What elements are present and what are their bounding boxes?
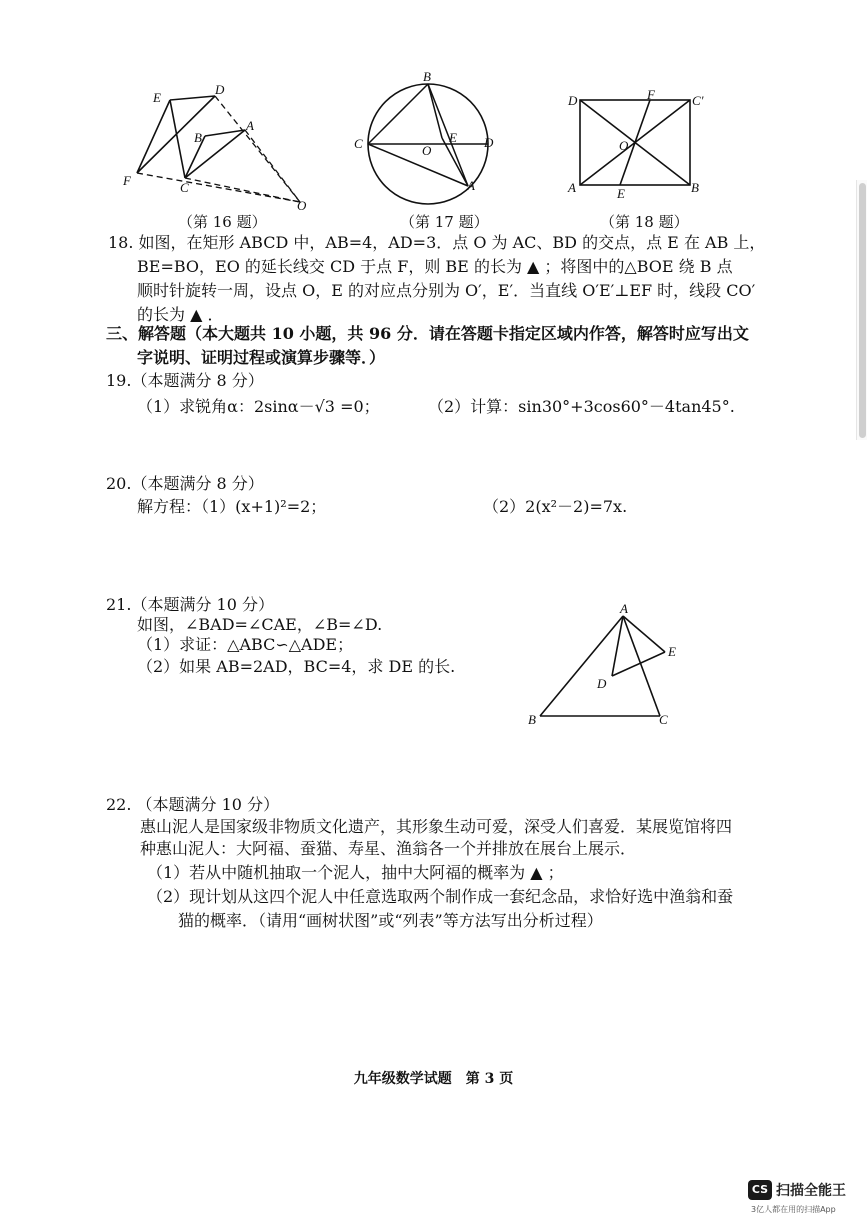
label-A: A [620,601,628,616]
label-F: F [647,88,655,102]
label-A: A [467,178,475,193]
label-B: B [528,712,536,727]
figure-17-caption: （第 17 题） [400,213,489,231]
q19-part-1: （1）求锐角α：2sinα－√3 =0； [137,397,380,416]
label-O: O [619,138,629,153]
label-E: E [153,90,161,105]
q21-part-2: （2）如果 AB=2AD，BC=4，求 DE 的长. [137,657,456,676]
label-D: D [215,82,225,97]
label-A: A [568,180,576,195]
scrollbar-thumb[interactable] [859,183,866,438]
label-C: C [180,180,189,195]
q21-part-1: （1）求证：△ABC∽△ADE； [137,635,354,654]
q20-part-1: 解方程：（1）(x+1)²=2； [137,497,327,516]
figure-18-caption: （第 18 题） [600,213,689,231]
camscanner-logo-icon: CS [748,1180,772,1200]
label-E: E [617,186,625,198]
label-D: D [597,676,607,691]
q22-part-1: （1）若从中随机抽取一个泥人，抽中大阿福的概率为 ▲ ； [147,863,564,882]
q18-line-1: 18. 如图，在矩形 ABCD 中，AB=4，AD=3．点 O 为 AC、BD 的交点，点 E 在 AB 上， [108,233,766,252]
q21-header: 21.（本题满分 10 分） [106,595,274,614]
q18-line-3: 顺时针旋转一周，设点 O，E 的对应点分别为 O′，E′．当直线 O′E′⊥EF 时，线段 CO′ [137,281,756,300]
label-B: B [691,180,699,195]
label-F: F [123,173,131,188]
q22-line-1: 惠山泥人是国家级非物质文化遗产，其形象生动可爱，深受人们喜爱．某展览馆将四 [140,817,733,836]
figure-17 [350,68,510,208]
q18-line-4: 的长为 ▲ ． [137,305,224,324]
page-footer: 九年级数学试题 第 3 页 [353,1071,514,1087]
label-E: E [668,644,676,659]
label-O: O [297,198,307,213]
figure-16 [115,80,320,215]
label-B: B [194,130,202,145]
label-B: B [423,69,431,84]
figure-18 [565,88,705,198]
label-C: C [354,136,363,151]
label-C: C' [692,93,704,108]
label-O: O [422,143,432,158]
section-3-heading-cont: 字说明、证明过程或演算步骤等．） [137,348,386,367]
q22-part-2-cont: 猫的概率．（请用“画树状图”或“列表”等方法写出分析过程） [178,911,603,930]
q19-part-2: （2）计算：sin30°+3cos60°－4tan45°. [428,397,735,416]
section-3-heading: 三、解答题（本大题共 10 小题，共 96 分．请在答题卡指定区域内作答，解答时应写出文 [106,324,749,343]
label-D: D [568,93,578,108]
q22-header: 22. （本题满分 10 分） [106,795,280,814]
figure-21 [525,600,685,730]
watermark-title: 扫描全能王 [776,1183,846,1199]
figure-16-caption: （第 16 题） [178,213,267,231]
q18-line-2: BE=BO，EO 的延长线交 CD 于点 F，则 BE 的长为 ▲ ；将图中的△BOE 绕 B 点 [137,257,733,276]
q19-header: 19.（本题满分 8 分） [106,371,264,390]
label-C: C [659,712,668,727]
watermark-subtitle: 3亿人都在用的扫描App [751,1205,836,1214]
q22-part-2: （2）现计划从这四个泥人中任意选取两个制作成一套纪念品，求恰好选中渔翁和蚕 [147,887,734,906]
label-A: A [246,118,254,133]
label-E: E [449,130,457,145]
label-D: D [484,135,494,150]
q20-part-2: （2）2(x²－2)=7x. [483,497,628,516]
q22-line-2: 种惠山泥人：大阿福、蚕猫、寿星、渔翁各一个并排放在展台上展示． [140,839,637,858]
q21-line-1: 如图，∠BAD=∠CAE，∠B=∠D. [137,615,383,634]
q20-header: 20.（本题满分 8 分） [106,474,264,493]
